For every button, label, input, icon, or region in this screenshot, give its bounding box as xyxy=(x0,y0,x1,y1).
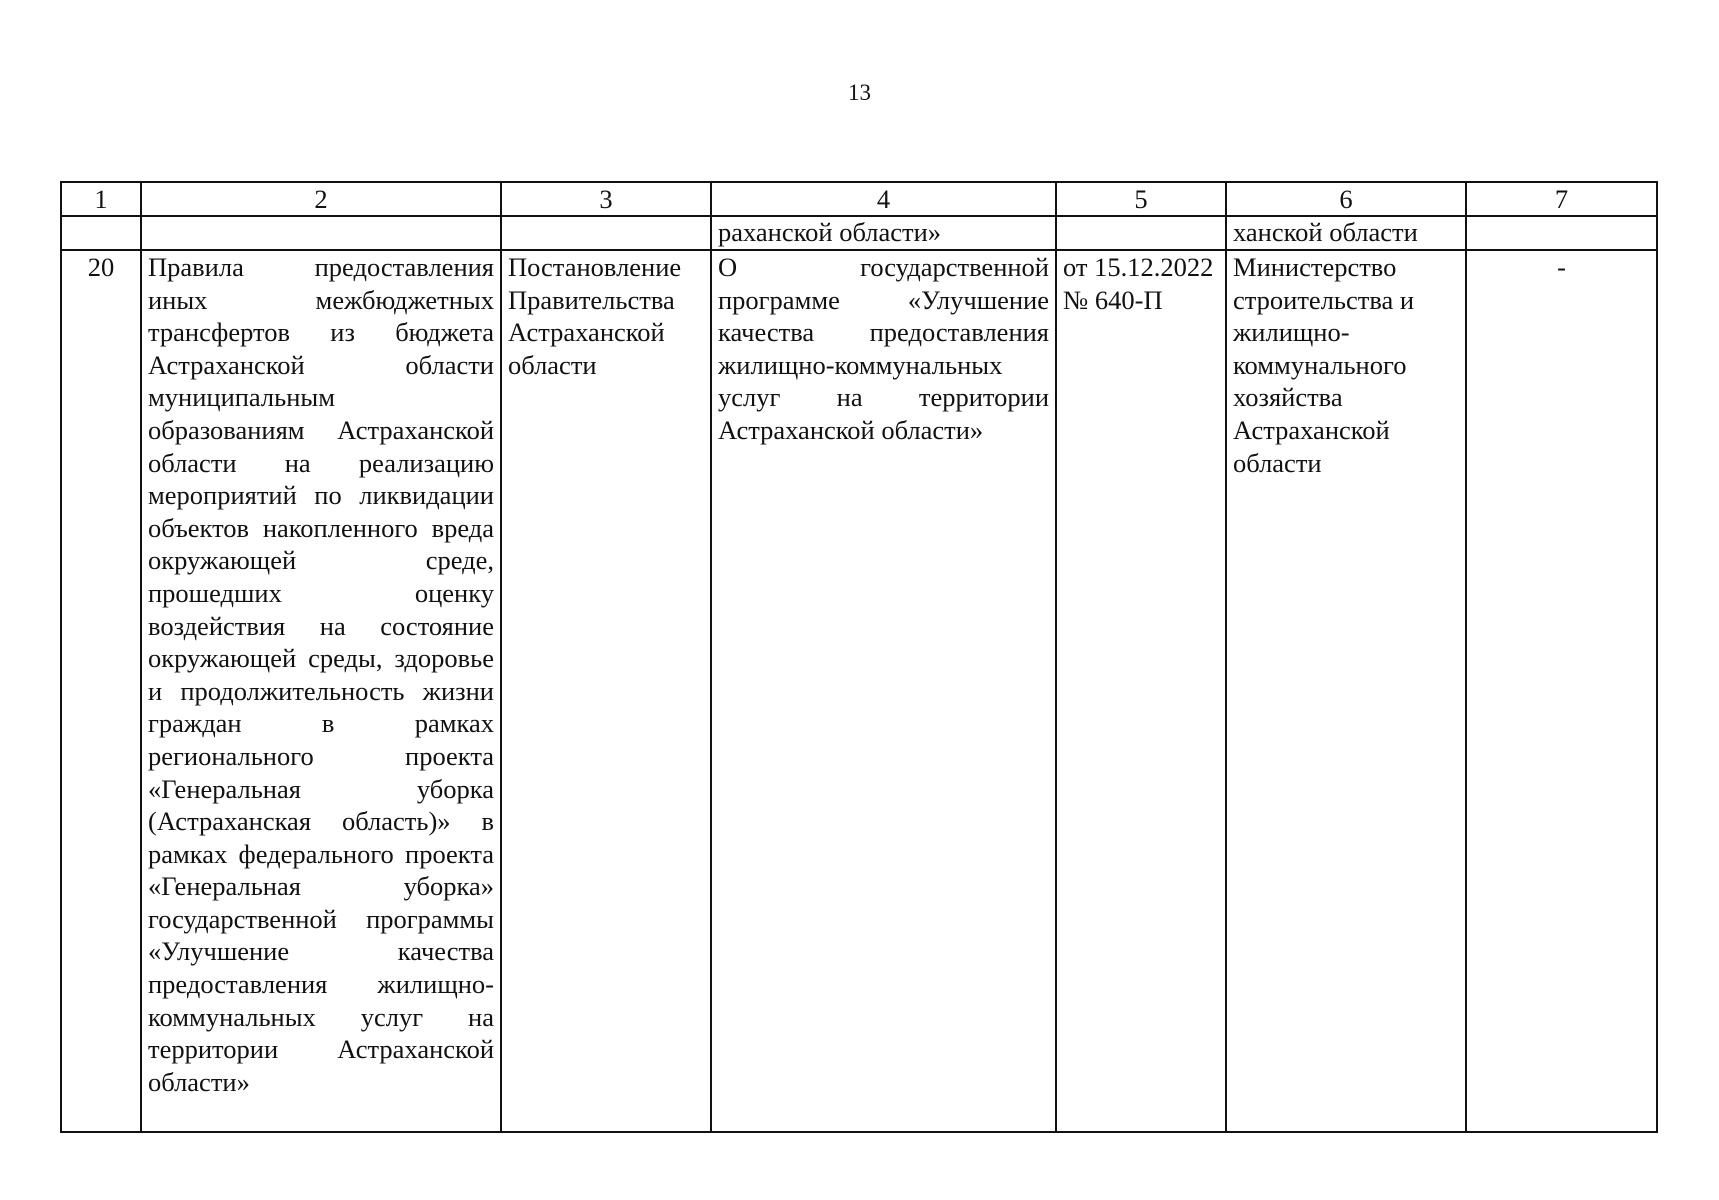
act-title-cell: О государственной программе «Улучшение качества предоставления жилищно-коммунальных услуг на территории Астраханской области» xyxy=(711,250,1056,1132)
act-type-cell: Постановление Правительства Астраханской области xyxy=(501,250,711,1132)
continuation-cell-1 xyxy=(61,216,141,250)
header-cell-2: 2 xyxy=(141,182,501,216)
continuation-cell-6: ханской области xyxy=(1226,216,1466,250)
header-cell-3: 3 xyxy=(501,182,711,216)
header-cell-4: 4 xyxy=(711,182,1056,216)
header-cell-7: 7 xyxy=(1466,182,1657,216)
responsible-body-cell: Министерство строительства и жилищно-коммунального хозяйства Астраханской области xyxy=(1226,250,1466,1132)
continuation-cell-7 xyxy=(1466,216,1657,250)
table-row xyxy=(61,250,1657,1132)
table-header-row xyxy=(61,182,1657,216)
continuation-cell-5 xyxy=(1056,216,1226,250)
header-cell-6: 6 xyxy=(1226,182,1466,216)
regulations-table xyxy=(60,181,1658,1133)
continuation-cell-2 xyxy=(141,216,501,250)
continuation-row xyxy=(61,216,1657,250)
continuation-cell-4: раханской области» xyxy=(711,216,1056,250)
row-number-cell: 20 xyxy=(61,250,141,1132)
regulation-name-cell: Правила предоставления иных межбюджетных трансфертов из бюджета Астраханской области муниципальным образованиям Астраханской области на реализацию мероприятий по ликвидации объектов накопленного вреда окружающей среде, прошедших оценку воздействия на состояние окружающей среды, здоровье и продолжительность жизни граждан в рамках регионального проекта «Генеральная уборка (Астраханская область)» в рамках федерального проекта «Генеральная уборка» государственной программы «Улучшение качества предоставления жилищно-коммунальных услуг на территории Астраханской области» xyxy=(141,250,501,1132)
note-cell: - xyxy=(1466,250,1657,1132)
header-cell-1: 1 xyxy=(61,182,141,216)
page-number: 13 xyxy=(848,80,871,105)
act-date-cell: от 15.12.2022 № 640-П xyxy=(1056,250,1226,1132)
continuation-cell-3 xyxy=(501,216,711,250)
header-cell-5: 5 xyxy=(1056,182,1226,216)
